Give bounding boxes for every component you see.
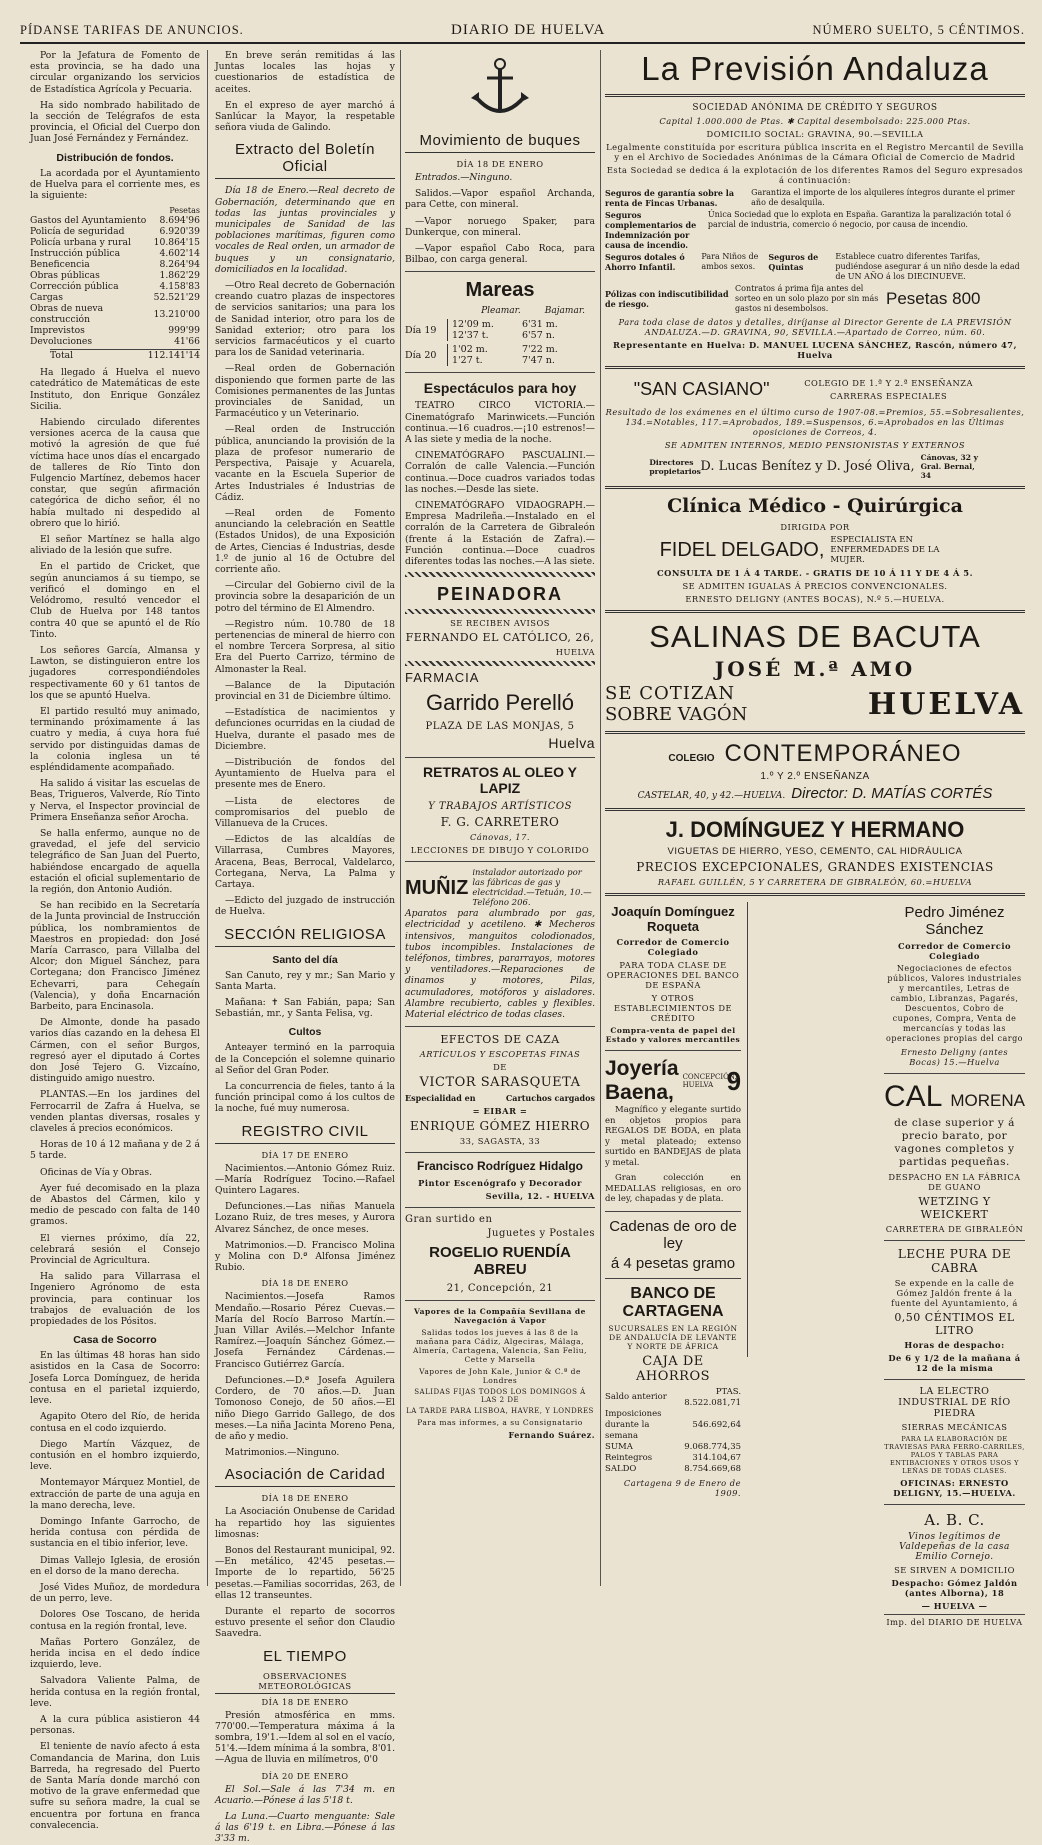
- news-item: El señor Martínez se halla algo aliviado de la lesión que sufre.: [30, 534, 200, 557]
- date-line: DÍA 18 DE ENERO: [456, 159, 544, 169]
- registro-heading: REGISTRO CIVIL: [215, 1123, 395, 1144]
- news-item: Los señores García, Almansa y Lawton, se distinguieron entre los jugadores correspondiéndoles respectivamente 60 y 61 tantos de los que se apuntó Huelva.: [30, 644, 200, 701]
- news-item: Mañana: ✝ San Fabián, papa; San Sebastián, mr., y Santa Felisa, vg.: [215, 997, 395, 1020]
- date-line: DÍA 18 DE ENERO: [261, 1696, 349, 1707]
- masthead-right: NÚMERO SUELTO, 5 CÉNTIMOS.: [812, 22, 1025, 37]
- clinica-title: Clínica Médico - Quirúrgica: [667, 495, 963, 517]
- buques-heading: Movimiento de buques: [405, 132, 595, 153]
- distribution-row: Obras de nueva construcción 13.210'00: [30, 303, 200, 326]
- salinas-title: SALINAS DE BACUTA: [649, 619, 981, 654]
- news-item: Montemayor Márquez Montiel, de extracción de parte de una aguja en la mano derecha, leve.: [30, 1477, 200, 1511]
- distribution-row: Corrección pública 4.158'83: [30, 281, 200, 293]
- news-item: Bonos del Restaurant municipal, 92.—En metálico, 42'45 pesetas.—Importe de lo repartido, 56'25 pesetas.—Familias socorridas, 263, de ellas 12 transeuntes.: [215, 1544, 395, 1601]
- obs-heading: OBSERVACIONES METEOROLÓGICAS: [215, 1671, 395, 1694]
- news-item: Dolores Ose Toscano, de herida contusa en la región frontal, leve.: [30, 1609, 200, 1632]
- peinadora-line: SE RECIBEN AVISOS: [450, 618, 550, 629]
- news-item: En las últimas 48 horas han sido asistidos en la Casa de Socorro: Josefa Lorca Domínguez, de herida contusa en el parietal izquierdo, leve.: [30, 1350, 200, 1407]
- news-item: Ayer fué decomisado en la plaza de Abastos del Cármen, kilo y medio de pescado con falta de 140 gramos.: [30, 1182, 200, 1228]
- boletin-heading: Extracto del Boletín Oficial: [215, 141, 395, 179]
- distribution-row: Policía urbana y rural 10.864'15: [30, 237, 200, 249]
- caja-table: [605, 1387, 741, 1475]
- news-item: Ha llegado á Huelva el nuevo catedrático de Matemáticas de este Instituto, don Enrique González Sicilia.: [30, 367, 200, 412]
- religion-heading: SECCIÓN RELIGIOSA: [215, 926, 395, 947]
- news-item: Mañas Portero González, de herida incisa en el dedo índice izquierdo, leve.: [30, 1636, 200, 1671]
- column-news: [30, 50, 200, 1831]
- boletin-item: —Real orden de Fomento anunciando la celebración en Seattle (Estados Unidos), de una Exposición de Artes, Ciencias é Industrias, desde 1.º de junio al 16 de Octubre del corriente año.: [215, 507, 395, 575]
- mareas-header: Pleamar. Bajamar.: [481, 306, 585, 317]
- news-item: Dimas Vallejo Iglesia, de erosión en el dorso de la mano derecha.: [30, 1554, 200, 1577]
- news-item: Anteayer terminó en la parroquia de la Concepción el solemne quinario al Señor del Gran Poder.: [215, 1042, 395, 1076]
- caja-row: Reintegros 314.104,67: [605, 1452, 742, 1463]
- leche-title: LECHE PURA DE CABRA: [897, 1247, 1012, 1275]
- boletin-item: Día 18 de Enero.—Real decreto de Gobernación, determinando que en todas las juntas provinciales y municipales de Sanidad de las poblaciones marítimas, figuren como vocales de Real orden, un armador de buques y un consignatario, domiciliados en la localidad.: [215, 185, 395, 275]
- distribution-total: Total 112.141'14: [50, 350, 200, 362]
- news-item: Ha sido nombrado habilitado de la sección de Telégrafos de esta provincia, el Oficial del Cuerpo don Juan José Fernández y Fernández.: [30, 99, 200, 145]
- column-ads: La Previsión Andaluza SOCIEDAD ANÓNIMA DE CRÉDITO Y SEGUROS Capital 1.000.000 de Ptas. ✱ Capital desembolsado: 225.000 Ptas. DOMICILIO SOCIAL: GRAVINA, 90.—SEVILLA Legalmente constituída por escritura pública inscrita en el Registro Mercantil de Sevilla y en el Archivo de Sociedades Anónimas de la Cámara Oficial de Comercio de Madrid Esta Sociedad se dedica á la explotación de los diferentes Ramos del Seguro expresados á continuación: Seguros de garantía sobre la renta de Fincas Urbanas. Garantiza el importe de los alquileres íntegros durante el primer año de desalquila. Seguros complementarios de Indemnización por causa de incendio. Única Sociedad que lo explota en España. Garantiza la paralización total ó parcial de industria, comercio ó negocio, por causa de incendio. Seguros dotales ó Ahorro Infantil. Para Niños de ambos sexos. Seguros de Quintas Establece cuatro diferentes Tarifas, pudiéndose asegurar á un niño desde la edad de UN AÑO á los DIECINUEVE. Pólizas con indiscutibilidad de riesgo. Contratos á prima fija antes del sorteo en un solo plazo por sin más gastos ni desembolsos. Pesetas 800 Para toda clase de datos y detalles, diríjanse al Director Gerente de LA PREVISIÓN ANDALUZA.—D. GRAVINA, 90, SEVILLA.—Apartado de Correo, núm. 60. Representante en Huelva: D. MANUEL LUCENA SÁNCHEZ, Rascón, número 47, Huelva "SAN CASIANO" COLEGIO DE 1.ª Y 2.ª ENSEÑANZA CARRERAS ESPECIALES Resultado de los exámenes en el último curso de 1907-08.=Premios, 55.=Sobresalientes, 134.=Notables, 117.=Aprobados, 189.=Suspensos, 6.=Aprobados en las Últimas oposiciones de Correos, 4. SE ADMITEN INTERNOS, MEDIO PENSIONISTAS Y EXTERNOS Directores propietarios D. Lucas Benítez y D. José Oliva, Cánovas, 32 y Gral. Bernal, 34 Clínica Médico - Quirúrgica DIRIGIDA POR FIDEL DELGADO, ESPECIALISTA EN ENFERMEDADES DE LA MUJER. CONSULTA DE 1 Á 4 TARDE. - GRATIS DE 10 Á 11 Y DE 4 Á 5. SE ADMITEN IGUALAS Á PRECIOS CONVENCIONALES. ERNESTO DELIGNY (ANTES BOCAS), N.º 5.—HUELVA. SALINAS DE BACUTA JOSÉ M.ª AMO SE COTIZAN SOBRE VAGÓN HUELVA COLEGIO CONTEMPORÁNEO 1.º Y 2.º ENSEÑANZA CASTELAR, 40, y 42.—HUELVA. Director: D. MATÍAS CORTÉS J. DOMÍNGUEZ Y HERMANO VIGUETAS DE HIERRO, YESO, CEMENTO, CAL HIDRÁULICA PRECIOS EXCEPCIONALES, GRANDES EXISTENCIAS RAFAEL GUILLÉN, 5 Y CARRETERA DE GIBRALEÓN, 60.=HUELVA Joaquín Domínguez Roqueta Corredor de Comercio Colegiado PARA TODA CLASE DE OPERACIONES DEL BANCO DE ESPAÑA Y OTROS ESTABLECIMIENTOS DE CRÉDITO Compra-venta de papel del Estado y valores mercantiles Joyería Baena, CONCEPCIÓN, HUELVA 9 Magnífico y elegante surtido en objetos propios para REGALOS DE BODA, en plata y metal plateado; extenso surtido en BANDEJAS de plata y metal. Gran colección en MEDALLAS religiosas, en oro de ley, chapadas y de plata. Cadenas de oro de ley á 4 pesetas gramo BANCO DE CARTAGENA SUCURSALES EN LA REGIÓN DE ANDALUCÍA DE LEVANTE Y NORTE DE ÁFRICA CAJA DE AHORROS Saldo anterior PTAS. 8.522.081,71 Imposiciones durante la semana 546.692,64 SUMA 9.068.774,35 Reintegros 314.104,67 SALDO 8.754.669,68 Cartagena 9 de Enero de 1909. Pedro Jiménez Sánchez Corredor de Comercio Colegiado Negociaciones de efectos públicos, Valores industriales y mercantiles, Letras de cambio, Libranzas, Pagarés, Descuentos, Cobro de cupones, Compra, Venta de mercancías y todas las operaciones propias del cargo Ernesto Deligny (antes Bocas) 15.—Huelva CAL MORENA de clase superior y á precio barato, por vagones completos y partidas pequeñas. DESPACHO EN LA FÁBRICA DE GUANO WETZING Y WEICKERT CARRETERA DE GIBRALEÓN LECHE PURA DE CABRA Se expende en la calle de Gómez Jaldón frente á la fuente del Ayuntamiento, á 0,50 CÉNTIMOS EL LITRO Horas de despacho: De 6 y 1/2 de la mañana á 12 de la misma LA ELECTRO INDUSTRIAL DE RÍO PIEDRA SIERRAS MECÁNICAS PARA LA ELABORACIÓN DE TRAVIESAS PARA FERRO-CARRILES, PALOS Y TABLAS PARA ENTIBACIONES Y OTROS USOS Y LEÑAS DE TODAS CLASES. OFICINAS: ERNESTO DELIGNY, 15.—HUELVA. A. B. C. Vinos legítimos de Valdepeñas de la casa Emilio Cornejo. SE SIRVEN A DOMICILIO Despacho: Gómez Jaldón (antes Alborna), 18 — HUELVA — Imp. del DIARIO DE HUELVA: [605, 50, 1025, 1627]
- boletin-item: —Otro Real decreto de Gobernación creando cuatro plazas de inspectores de servicios sanitarios; una para los de Sanidad interior, otro para los de Sanidad exterior; otro para los servicios farmacéuticos y el cuarto para los de Sanidad veterinaria.: [215, 280, 395, 359]
- farmacia-label: FARMACIA: [405, 670, 480, 686]
- dominguez-title: J. DOMÍNGUEZ Y HERMANO: [665, 817, 965, 842]
- news-item: Domingo Infante Garrocho, de herida contusa con pérdida de sustancia en el tibio inferior, leve.: [30, 1515, 200, 1550]
- news-item: CINEMATÓGRAFO VIDAOGRAPH.—Empresa Madrileña.—Instalado en el corralón de la Carretera de Gibraleón (frente á la Estación de Zafra).—Función continua.—Doce cuadros diferentes todas las noches.—A las siete.: [405, 500, 595, 568]
- boletin-item: —Balance de la Diputación provincial en 31 de Diciembre último.: [215, 679, 395, 702]
- distribution-heading: Distribución de fondos.: [56, 151, 174, 164]
- masthead-left: PÍDANSE TARIFAS DE ANUNCIOS.: [20, 22, 244, 37]
- distribution-row: Policía de seguridad 6.920'39: [30, 226, 200, 238]
- news-item: TEATRO CIRCO VICTORIA.—Cinematógrafo Marinwicets.—Función continua.—16 cuadros.—¡10 estrenos!—A las siete y media de la noche.: [405, 400, 595, 446]
- anchor-icon: [465, 54, 535, 124]
- news-item: A la cura pública asistieron 44 personas.: [30, 1713, 200, 1737]
- distribution-table: [30, 215, 200, 347]
- caja-row: SALDO 8.754.669,68: [605, 1463, 742, 1474]
- rogelio-title: ROGELIO RUENDÍA ABREU: [429, 1244, 571, 1279]
- tiempo-heading: EL TIEMPO: [263, 1647, 347, 1665]
- farmacia-city: Huelva: [548, 735, 595, 752]
- marea-row: Día 19 12'09 m. 12'37 t. 6'31 m. 6'57 n.: [405, 319, 558, 342]
- news-item: Nacimientos.—Antonio Gómez Ruiz.—María Rodríguez Tocino.—Rafael Quintero Lagares.: [215, 1162, 395, 1197]
- column-shipping: Movimiento de buques DÍA 18 DE ENERO Entrados.—Ninguno. Salidos.—Vapor español Archanda, para Cette, con mineral. —Vapor noruego Spaker, para Dunkerque, con mineral. —Vapor español Cabo Roca, para Bilbao, con carga general. Mareas Pleamar. Bajamar. Día 19 12'09 m. 12'37 t. 6'31 m. 6'57 n. Día 20 1'02 m. 1'27 t. 7'22 m. 7'47 n. Espectáculos para hoy TEATRO CIRCO VICTORIA.—Cinematógrafo Marinwicets.—Función continua.—16 cuadros.—¡10 estrenos!—A las siete y media de la noche. CINEMATÓGRAFO PASCUALINI.—Corralón de calle Valencia.—Función continua.—Doce cuadros variados todas las noches.—Desde las siete. CINEMATÓGRAFO VIDAOGRAPH.—Empresa Madrileña.—Instalado en el corralón de la Carretera de Gibraleón (frente á la Estación de Zafra).—Función continua.—Doce cuadros diferentes todas las noches.—A las siete. PEINADORA SE RECIBEN AVISOS FERNANDO EL CATÓLICO, 26, HUELVA FARMACIA Garrido Perelló PLAZA DE LAS MONJAS, 5 Huelva RETRATOS AL OLEO Y LAPIZ Y TRABAJOS ARTÍSTICOS F. G. CARRETERO Cánovas, 17. LECCIONES DE DIBUJO Y COLORIDO MUÑIZ instalador autorizado por las fábricas de gas y electricidad.—Tetuán, 10.—Teléfono 206. Aparatos para alumbrado por gas, electricidad y acetileno. ✱ Mecheros intensivos, manguitos colodionados, tubos incompibles. Instalaciones de teléfonos, timbres, pararrayos, motores y ventiladores.—Reparaciones de dinamos y motores, Pilas, acumuladores, motóforos y aisladores. Alambre recubierto, cables y flexibles. Material eléctrico de todas clases. EFECTOS DE CAZA ARTÍCULOS Y ESCOPETAS FINAS DE VICTOR SARASQUETA Especialidad en Cartuchos cargados = EIBAR = ENRIQUE GÓMEZ HIERRO 33, SAGASTA, 33 Francisco Rodríguez Hidalgo Pintor Escenógrafo y Decorador Sevilla, 12. - HUELVA Gran surtido en Juguetes y Postales ROGELIO RUENDÍA ABREU 21, Concepción, 21 Vapores de la Compañía Sevillana de Navegación á Vapor Salidas todos los jueves á las 8 de la mañana para Cádiz, Algeciras, Málaga, Almería, Cartagena, Valencia, San Feliu, Cette y Marsella Vapores de John Kale, Junior & C.ª de Londres SALIDAS FIJAS TODOS LOS DOMINGOS Á LAS 2 DE LA TARDE PARA LISBOA, HAVRE, Y LONDRES Para mas informes, a su Consignatario Fernando Suárez.: [405, 50, 595, 1586]
- news-item: La Asociación Onubense de Caridad ha repartido hoy las siguientes limosnas:: [215, 1506, 395, 1540]
- caja-row: Saldo anterior PTAS. 8.522.081,71: [605, 1386, 742, 1408]
- muniz-ad: MUÑIZ instalador autorizado por las fábricas de gas y electricidad.—Tetuán, 10.—Teléfono 206.: [405, 868, 592, 909]
- caja-row: Imposiciones durante la semana 546.692,64: [605, 1408, 742, 1441]
- boletin-item: —Distribución de fondos del Ayuntamiento de Huelva para el presente mes de Enero.: [215, 756, 395, 791]
- caza-title: EFECTOS DE CAZA: [440, 1033, 560, 1047]
- socorro-heading: Casa de Socorro: [73, 1334, 157, 1347]
- news-item: La Luna.—Cuarto menguante: Sale á las 6'19 t. en Libra.—Pónese á las 3'33 m.: [215, 1810, 395, 1845]
- baena-title: Joyería Baena,: [605, 1057, 679, 1104]
- contemporaneo-title: CONTEMPORÁNEO: [724, 740, 962, 767]
- distribution-row: Obras públicas 1.862'29: [30, 270, 200, 282]
- date-line: DÍA 17 DE ENERO: [261, 1149, 349, 1160]
- ornament: [405, 572, 595, 577]
- mareas-table: [405, 319, 595, 366]
- santo-heading: Santo del día: [272, 953, 338, 966]
- caridad-heading: Asociación de Caridad: [215, 1466, 395, 1487]
- news-item: Presión atmosférica en mms. 770'00.—Temperatura máxima á la sombra, 19'1.—Idem al sol en el vacío, 51'4.—Idem mínima á la sombra, 8'01.—Agua de lluvia en milímetros, 0'0: [215, 1709, 395, 1766]
- distribution-unit: Pesetas: [169, 206, 200, 216]
- news-item: Matrimonios.—D. Francisco Molina y Molina con D.ª Alfonsa Jiménez Rubio.: [215, 1239, 395, 1274]
- news-item: PLANTAS.—En los jardines del Ferrocarril de Zafra á Huelva, se venden plantas diversas, rosales y claveles á precios económicos.: [30, 1089, 200, 1135]
- news-item: Por la Jefatura de Fomento de esta provincia, se ha dado una circular organizando los servicios de Estadística Agrícola y Pecuaria.: [30, 50, 200, 95]
- news-item: Defunciones.—Las niñas Manuela Lozano Ruiz, de tres meses, y Aurora Alvarez Sánchez, de once meses.: [215, 1201, 395, 1235]
- date-line: DÍA 18 DE ENERO: [261, 1278, 349, 1289]
- farmacia-address: PLAZA DE LAS MONJAS, 5: [425, 721, 575, 733]
- abc-title: A. B. C.: [924, 1511, 985, 1529]
- news-item: En el expreso de ayer marchó á Sanlúcar la Mayor, la respetable señora viuda de Galindo.: [215, 99, 395, 134]
- distribution-row: Cargas 52.521'29: [30, 292, 200, 304]
- boletin-item: —Real orden de Instrucción pública, anunciando la provisión de la plaza de profesor numerario de Perspectiva, Paisaje y Acuarela, vacante en la Escuela Superior de Artes Industriales é Industrias de Cádiz.: [215, 424, 395, 503]
- banco-cartagena-title: BANCO DE CARTAGENA: [622, 1284, 724, 1320]
- imprint: Imp. del DIARIO DE HUELVA: [884, 1614, 1025, 1627]
- rodriguez-title: Francisco Rodríguez Hidalgo: [416, 1159, 584, 1174]
- retratos-title: RETRATOS AL OLEO Y LAPIZ: [422, 764, 578, 797]
- masthead-center: DIARIO DE HUELVA: [450, 21, 606, 38]
- marea-row: Día 20 1'02 m. 1'27 t. 7'22 m. 7'47 n.: [405, 344, 558, 367]
- boletin-item: —Edicto del juzgado de instrucción de Huelva.: [215, 895, 395, 918]
- distribution-row: Beneficencia 8.264'94: [30, 259, 200, 271]
- boletin-item: —Lista de electores de compromisarios del pueblo de Villanueva de la Cruces.: [215, 795, 395, 829]
- news-item: Nacimientos.—Josefa Ramos Mendaño.—Rosario Pérez Cuevas.—María del Rocío Barroso Martín.—Juan Villar Avilés.—Melchor Infante Ramírez.—Joaquín Sánchez Gómez.—Josefa Fernández Cárdenas.—Francisco Gutiérrez García.: [215, 1291, 395, 1370]
- peinadora-line: FERNANDO EL CATÓLICO, 26,: [405, 631, 595, 645]
- news-item: De Almonte, donde ha pasado varios días cazando en la dehesa El Cármen, con el señor Burgos, regresó ayer el diputado á Cortes don José Tejero G. Vizcaíno, distinguido amigo nuestro.: [30, 1017, 200, 1085]
- masthead: [20, 18, 1025, 44]
- distribution-row: Devoluciones 41'66: [30, 336, 200, 348]
- news-item: —Vapor español Cabo Roca, para Bilbao, con carga general.: [405, 243, 595, 266]
- distribution-row: Imprevistos 999'99: [30, 325, 200, 337]
- column-official: [215, 50, 396, 1845]
- column-rule: [600, 50, 601, 1586]
- column-rule: [400, 50, 401, 1586]
- news-item: José Vides Muñoz, de mordedura de un perro, leve.: [30, 1581, 200, 1605]
- news-item: Entrados.—Ninguno.: [415, 172, 513, 183]
- news-item: En breve serán remitidas á las Juntas locales las hojas y cuestionarios de estadística de aceites.: [215, 50, 395, 95]
- date-line: DÍA 20 DE ENERO: [261, 1770, 349, 1781]
- news-item: Agapito Otero del Río, de herida contusa en el codo izquierdo.: [30, 1411, 200, 1434]
- peinadora-title: PEINADORA: [436, 584, 563, 605]
- news-item: Diego Martín Vázquez, de contusión en el hombro izquierdo, leve.: [30, 1438, 200, 1473]
- news-item: Salidos.—Vapor español Archanda, para Cette, con mineral.: [405, 188, 595, 211]
- news-item: Ha salido á visitar las escuelas de Beas, Trigueros, Valverde, Río Tinto y Nerva, el Inspector provincial de Primera Enseñanza señor Arocha.: [30, 778, 200, 823]
- news-item: Horas de 10 á 12 mañana y de 2 á 5 tarde.: [30, 1139, 200, 1162]
- peinadora-line: HUELVA: [555, 647, 595, 658]
- news-item: Oficinas de Vía y Obras.: [40, 1166, 153, 1178]
- news-item: Salvadora Valiente Palma, de herida contusa en la región frontal, leve.: [30, 1675, 200, 1709]
- distribution-row: Instrucción pública 4.602'14: [30, 248, 200, 260]
- cal-title: CAL: [884, 1080, 943, 1113]
- news-item: —Vapor noruego Spaker, para Dunkerque, con mineral.: [405, 215, 595, 238]
- news-item: Habiendo circulado diferentes versiones acerca de la causa que motivó la agresión de que fué víctima hace unos días el encargado de talleres de Río Tinto don Fulgencio Martínez, debemos hacer constar, que según afirmación categórica de dicho señor, él no había multado ni despedido al obrero que lo hirió.: [30, 417, 200, 529]
- cultos-heading: Cultos: [288, 1026, 322, 1039]
- news-item: En el partido de Cricket, que según anunciamos á su tiempo, se verificó el domingo en el Velódromo, resultó vencedor el Club de Huelva por 148 tantos contra 40 que se apuntó el de Río Tinto.: [30, 561, 200, 640]
- news-item: La concurrencia de fieles, tanto á la función principal como á los cultos de la noche, fué muy numerosa.: [215, 1081, 395, 1115]
- date-line: DÍA 18 DE ENERO: [261, 1493, 349, 1504]
- column-rule: [207, 50, 208, 1586]
- news-item: El viernes próximo, día 22, celebrará sesión el Consejo Provincial de Agricultura.: [30, 1232, 200, 1267]
- prevision-title: La Previsión Andaluza: [641, 50, 989, 87]
- boletin-item: —Edictos de las alcaldías de Villarrasa, Cumbres Mayores, Aracena, Beas, Berrocal, Valdelarco, Cortegana, Nerva, La Palma y Cartaya.: [215, 834, 395, 890]
- news-item: Ha salido para Villarrasa el Ingeniero Agrónomo de esta provincia, para continuar los trabajos de evaluación de los propiedades de los Pósitos.: [30, 1271, 200, 1328]
- farmacia-name: Garrido Perelló: [426, 690, 574, 716]
- news-item: Defunciones.—D.ª Josefa Aguilera Cordero, de 70 años.—D. Juan Tomonoso Conejo, de 50 años.—El niño Diego Garrido Gallego, de dos meses.—La niña Jacinta Moreno Pena, de año y medio.: [215, 1374, 395, 1442]
- caja-row: SUMA 9.068.774,35: [605, 1441, 742, 1452]
- rio-piedra-title: LA ELECTRO INDUSTRIAL DE RÍO PIEDRA: [898, 1386, 1011, 1419]
- news-item: El Sol.—Sale á las 7'34 m. en Acuario.—Pónese á las 5'18 t.: [215, 1783, 395, 1806]
- news-item: El partido resultó muy animado, terminando próximamente á las cuatro y media, á cuya hora fué servido por distinguidas damas de la colonia inglesa un té espléndidamente acompañado.: [30, 705, 200, 773]
- boletin-item: —Circular del Gobierno civil de la provincia sobre la desaparición de un potro del término de El Almendro.: [215, 580, 395, 614]
- distribution-row: Gastos del Ayuntamiento 8.694'96: [30, 215, 200, 227]
- roqueta-title: Joaquín Domínguez Roqueta: [611, 904, 735, 934]
- news-item: CINEMATÓGRAFO PASCUALINI.—Corralón de calle Valencia.—Función continua.—Doce cuadros variados todas las noches.—Desde las siete.: [405, 450, 595, 495]
- boletin-item: —Registro núm. 10.780 de 18 pertenencias de mineral de hierro con el nombre Tercera Sorpresa, al sitio Era del Puerto Carrizo, término de Almonaster la Real.: [215, 618, 395, 675]
- news-item: El teniente de navío afecto á esta Comandancia de Marina, don Luis Barreda, ha regresado del Puerto de Santa María donde marchó con motivo de la grave enfermedad que sufre su señora madre, la cual se encuentra por fortuna en franca convalecencia.: [30, 1741, 200, 1831]
- mareas-heading: Mareas: [465, 279, 535, 302]
- news-item: San Canuto, rey y mr.; San Mario y Santa Marta.: [215, 969, 395, 992]
- news-item: Se han recibido en la Secretaría de la Junta provincial de Instrucción pública, los nombramientos de Maestros en propiedad: don José María Carrasco, para Villalba del Alcor; don Miguel Sánchez, para Cortegana; don Francisco Jiménez Echevarri, para Cehegaín (Valencia), y doña Encarnación Barbeito, para Encinasola.: [30, 900, 200, 1012]
- jimenez-title: Pedro Jiménez Sánchez: [904, 904, 1005, 938]
- news-item: Durante el reparto de socorros estuvo presente el señor don Claudio Saavedra.: [215, 1605, 395, 1640]
- espectaculos-heading: Espectáculos para hoy: [423, 380, 577, 397]
- san-casiano-ad: "SAN CASIANO" COLEGIO DE 1.ª Y 2.ª ENSEÑANZA CARRERAS ESPECIALES: [633, 378, 974, 401]
- boletin-item: —Real orden de Gobernación disponiendo que formen parte de las Comisiones permanentes de las Juntas provinciales de Sanidad, un Farmacéutico y un Veterinario.: [215, 363, 396, 420]
- news-item: La acordada por el Ayuntamiento de Huelva para el corriente mes, es la siguiente:: [30, 167, 200, 202]
- news-item: Se halla enfermo, aunque no de gravedad, el jefe del servicio telegráfico de San Juan del Puerto, habiéndose encargado de aquella estación el oficial suplementario de la región, don Antonio Audión.: [30, 827, 200, 895]
- news-item: Matrimonios.—Ninguno.: [225, 1447, 340, 1459]
- boletin-item: —Estadística de nacimientos y defunciones ocurridas en la ciudad de Huelva, durante el pasado mes de Diciembre.: [215, 707, 395, 752]
